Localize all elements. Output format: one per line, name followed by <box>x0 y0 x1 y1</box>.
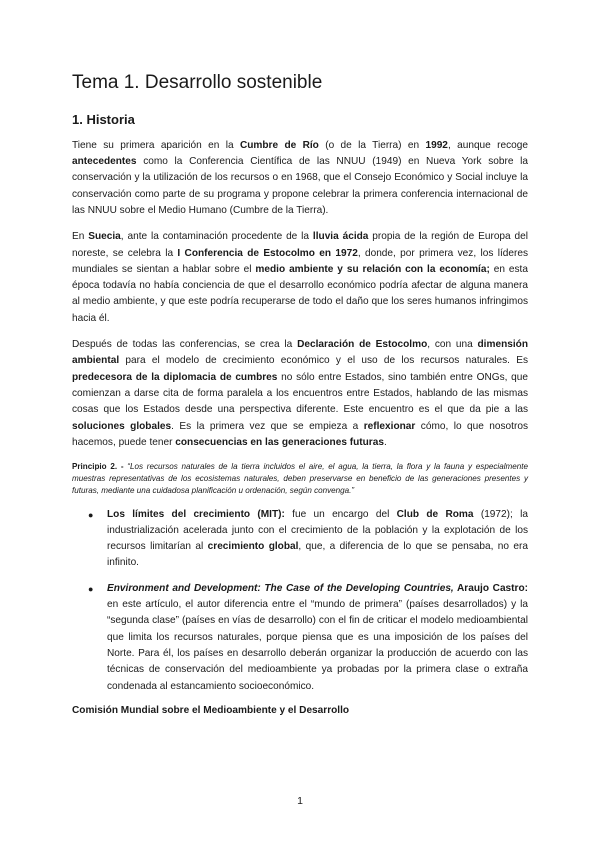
text-run: propia de la región de Europa del noreste, se celebra la <box>72 231 529 259</box>
bold-run: Araujo Castro: <box>453 582 528 594</box>
subheading-comision-mundial: Comisión Mundial sobre el Medioambiente y el Desarrollo <box>72 704 350 716</box>
principle-text: “Los recursos naturales de la tierra incluidos el aire, el agua, la tierra, la flora y la fauna y especialmente muestras representativas de los ecosistemas naturales, deben preservarse en beneficio de las generaciones presentes y futuras, mediante una cuidadosa planificación u ordenación, según convenga.” <box>72 462 528 495</box>
page-content <box>72 72 528 716</box>
text-run: en esta época todavía no había conciencia de que el desarrollo económico podría afectar de alguna manera al medio ambiente, y que este podría recuperarse de todo el daño que los seres humanos infringimos hacia él. <box>72 263 528 324</box>
bold-run: medio ambiente y su relación con la economía; <box>255 263 490 275</box>
bold-run: Suecia <box>88 231 121 243</box>
text-run: fue un encargo del <box>284 508 397 520</box>
bullet-icon: ● <box>88 583 94 594</box>
list-item <box>72 581 528 695</box>
text-run: cómo, lo que nosotros hacemos, puede tener <box>72 420 528 448</box>
text-run: , con una <box>427 339 478 351</box>
text-run: , ante la contaminación procedente de la <box>120 231 313 243</box>
document-title: Tema 1. Desarrollo sostenible <box>72 72 323 93</box>
text-run: . <box>383 436 387 448</box>
bullet-icon: ● <box>88 509 94 520</box>
paragraph-2 <box>72 229 528 327</box>
text-run: , aunque recoge <box>447 139 529 151</box>
bold-run: I Conferencia de Estocolmo en 1972 <box>177 247 358 259</box>
bold-run: 1992 <box>425 139 448 151</box>
bold-run: Los límites del crecimiento (MIT): <box>107 508 285 520</box>
bold-run: predecesora de la diplomacia de cumbres <box>72 371 278 383</box>
bold-run: Cumbre de Río <box>239 139 319 151</box>
bold-run: Club de Roma <box>396 508 474 520</box>
bold-run: lluvia ácida <box>312 231 369 243</box>
text-run: (o de la Tierra) en <box>318 139 426 151</box>
paragraph-3 <box>72 337 528 451</box>
text-run: , donde, por primera vez, los líderes mundiales se sientan a hablar sobre el <box>72 247 528 275</box>
text-run: En <box>72 231 89 243</box>
text-run: para el modelo de crecimiento económico y el uso de los recursos naturales. Es <box>119 355 528 367</box>
bullet-list <box>72 507 528 695</box>
bold-run: soluciones globales <box>72 420 172 432</box>
text-run: en este artículo, el autor diferencia entre el “mundo de primera” (países desarrollados) y la “segunda clase” (países en vías de desarrollo) con el fin de criticar el modelo medioambiental que limita los recursos naturales, porque piensa que es una imposición de los países del Norte. Para él, los países en desarrollo deberán organizar la producción de acuerdo con las técnicas de conservación del medioambiente ya probadas por la primera clase o extraña condenada al estancamiento socioeconómico. <box>107 599 528 692</box>
text-run: como la Conferencia Científica de las NNUU (1949) en Nueva York sobre la conservación y la utilización de los recursos o en 1968, que el Consejo Económico y Social incluye la conservación como parte de su programa y propone celebrar la primera conferencia internacional de las NNUU sobre el Medio Humano (Cumbre de la Tierra). <box>72 156 528 216</box>
principle-quote <box>72 461 528 496</box>
bold-run: Declaración de Estocolmo <box>297 339 428 351</box>
bold-run: dimensión ambiental <box>72 339 528 367</box>
text-run: (1972); la industrialización acelerada junto con el crecimiento de la población y la explotación de los recursos limitarían al <box>107 508 528 553</box>
bold-run: antecedentes <box>72 156 137 168</box>
text-run: . Es la primera vez que se empieza a <box>171 420 364 432</box>
bold-italic-run: Environment and Development: The Case of the Developing Countries, <box>107 582 454 594</box>
text-run: , que, a diferencia de lo que se pensaba, no era infinito. <box>107 541 528 569</box>
text-run: Después de todas las conferencias, se crea la <box>72 339 298 351</box>
list-item <box>72 507 528 572</box>
bold-run: reflexionar <box>363 420 416 432</box>
bold-run: consecuencias en las generaciones futuras <box>175 436 384 448</box>
section-heading-historia: 1. Historia <box>72 111 135 127</box>
paragraph-1 <box>72 138 528 219</box>
bold-run: crecimiento global <box>207 541 299 553</box>
text-run: Tiene su primera aparición en la <box>72 139 240 151</box>
principle-label: Principio 2. - <box>72 462 124 472</box>
text-run: no sólo entre Estados, sino también entre ONGs, que comienzan a darse cita de forma paralela a los encuentros entre Estados, hablando de las mismas cosas que los Estados desde una perspectiva diferente. Este encuentro es el que da pie a las <box>72 371 528 416</box>
page-number: 1 <box>297 795 303 807</box>
